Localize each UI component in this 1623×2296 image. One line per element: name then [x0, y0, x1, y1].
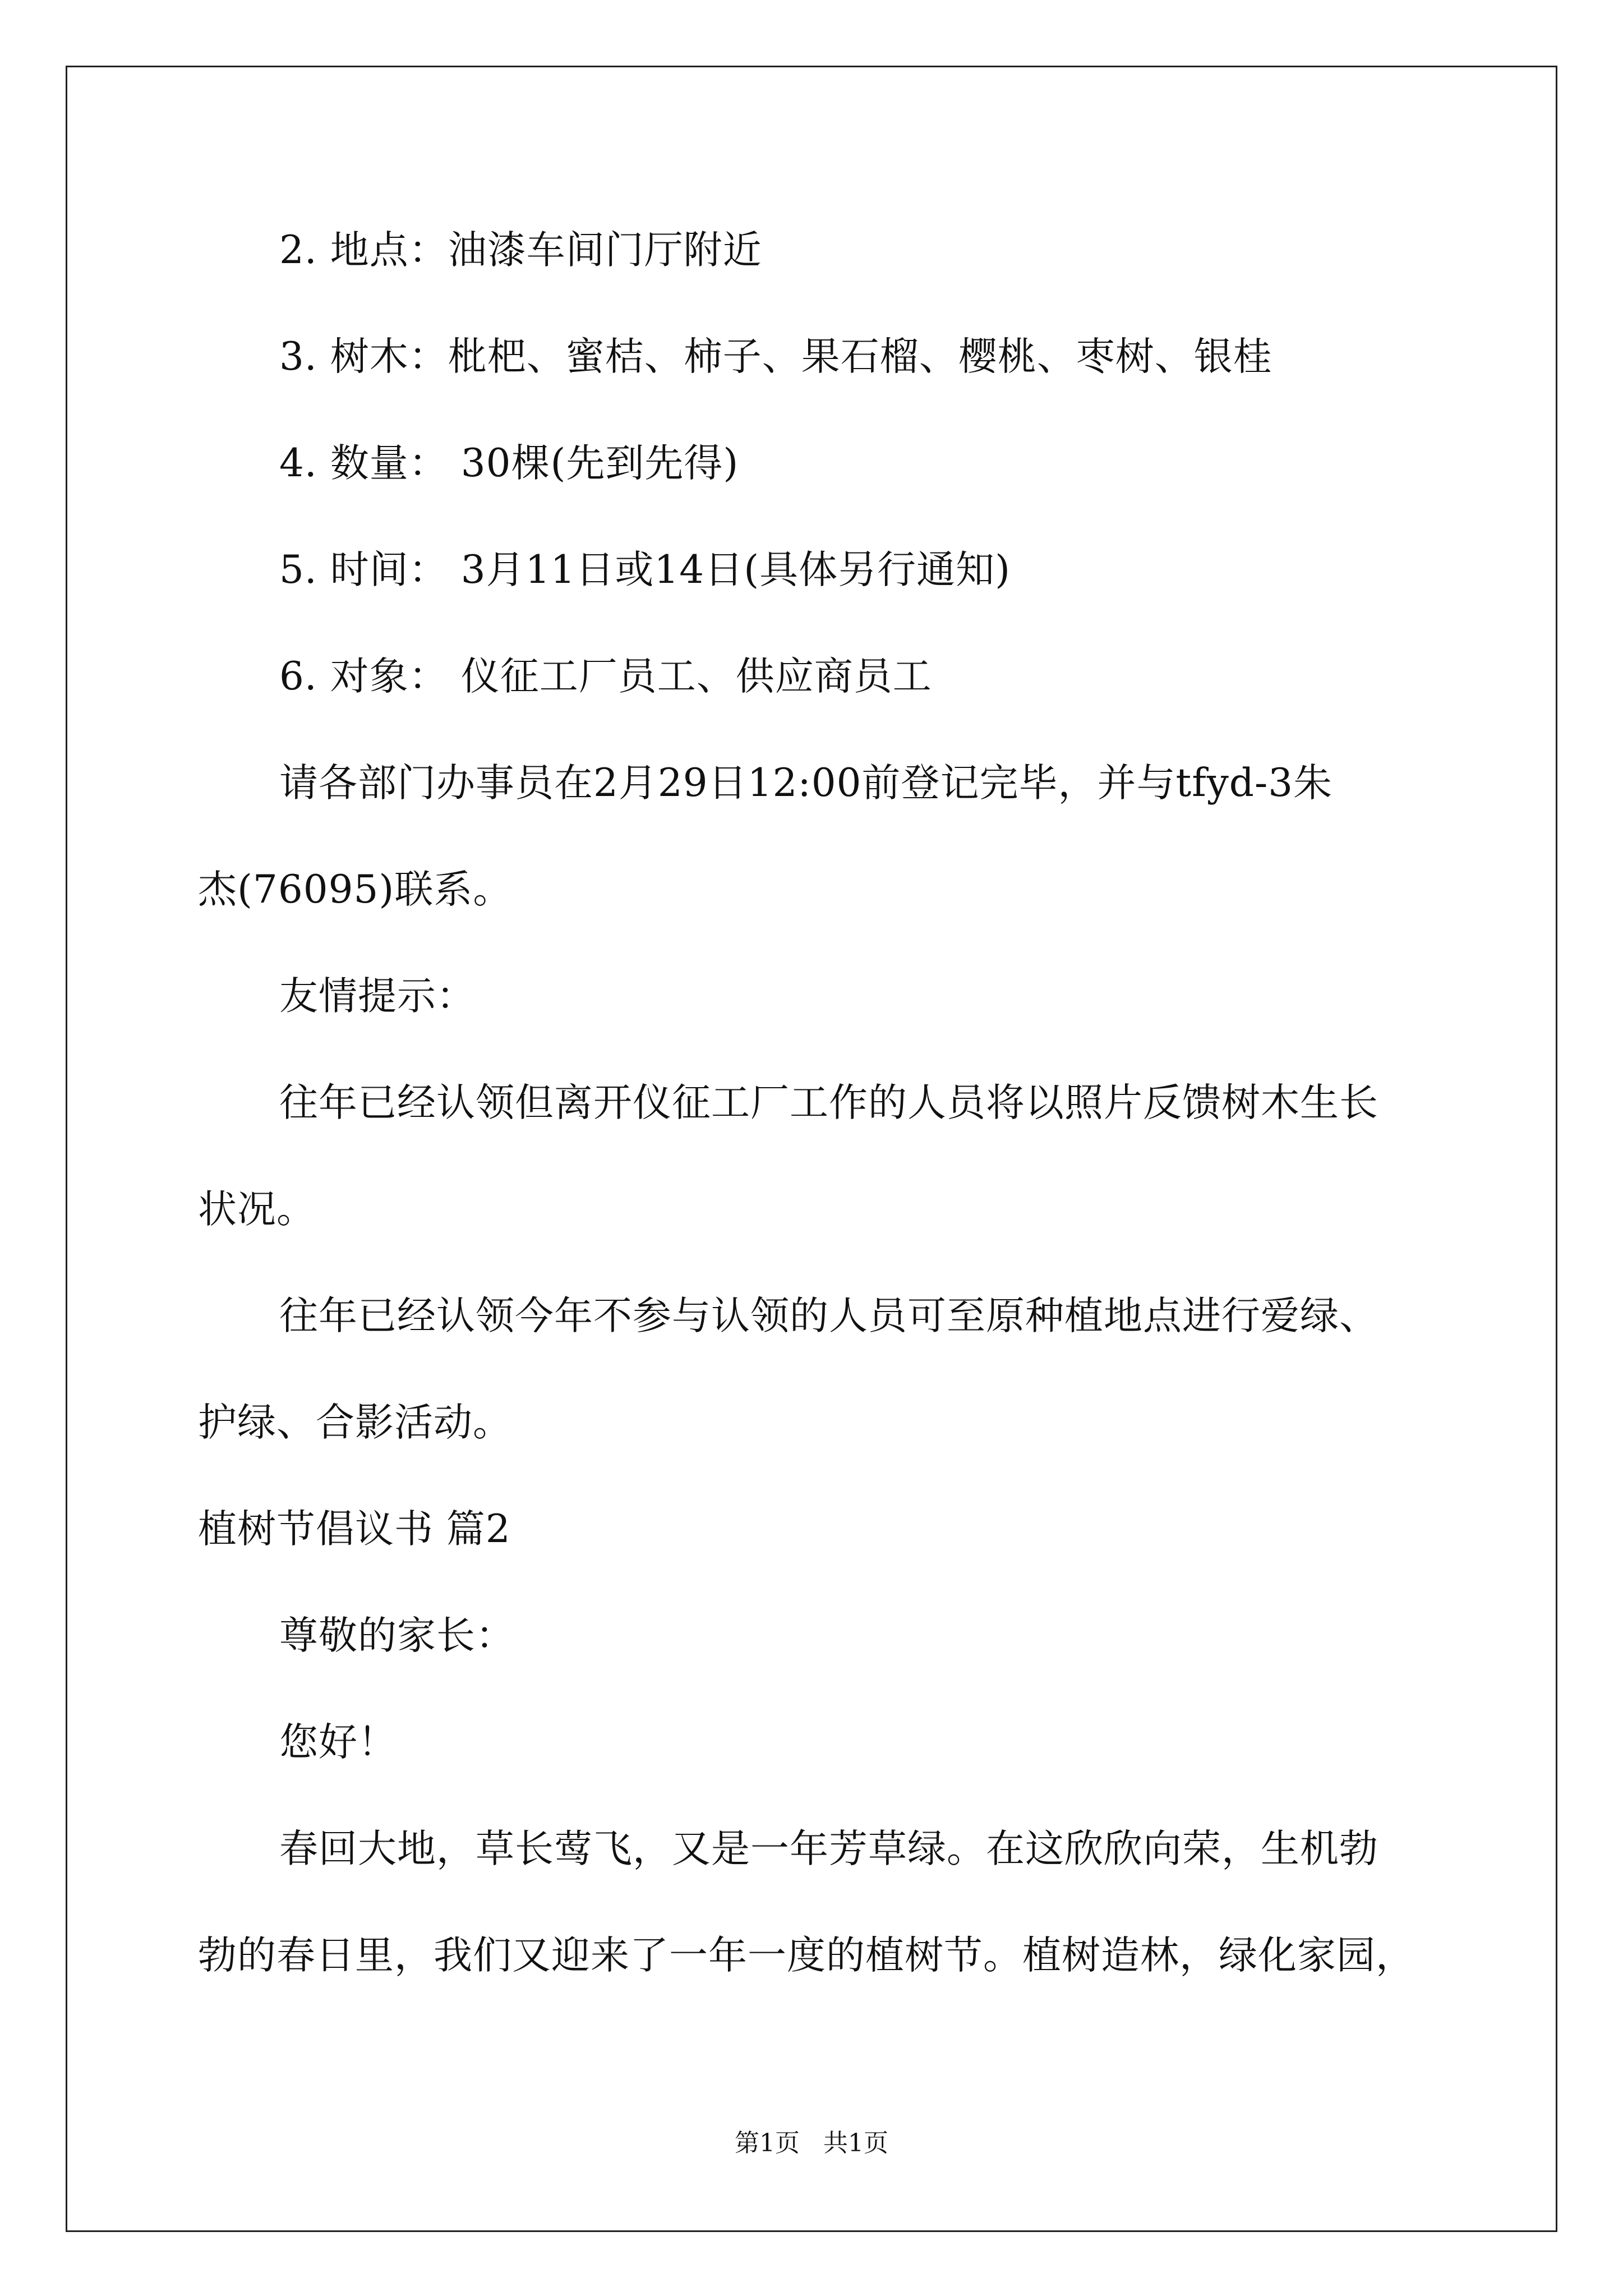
paragraph-registration: 请各部门办事员在2月29日12:00前登记完毕，并与tfyd-3朱	[279, 761, 1333, 806]
greeting: 您好！	[279, 1720, 397, 1765]
list-item-trees: 3. 树木：枇杷、蜜桔、柿子、果石榴、樱桃、枣树、银桂	[279, 334, 1272, 379]
salutation: 尊敬的家长：	[279, 1613, 515, 1658]
section-heading: 植树节倡议书 篇2	[198, 1507, 511, 1552]
page-border	[66, 66, 1557, 2232]
paragraph-spring-cont: 勃的春日里，我们又迎来了一年一度的植树节。植树造林，绿化家园，	[198, 1933, 1415, 1978]
list-item-location: 2. 地点：油漆车间门厅附近	[279, 228, 762, 273]
paragraph-registration-cont: 杰(76095)联系。	[198, 867, 513, 912]
paragraph-tip-1-cont: 状况。	[198, 1187, 316, 1232]
paragraph-tip-2-cont: 护绿、合影活动。	[198, 1400, 512, 1445]
paragraph-tip-2: 往年已经认领今年不参与认领的人员可至原种植地点进行爱绿、	[279, 1294, 1378, 1338]
paragraph-tip-1: 往年已经认领但离开仪征工厂工作的人员将以照片反馈树木生长	[279, 1080, 1378, 1125]
list-item-audience: 6. 对象： 仪征工厂员工、供应商员工	[279, 654, 932, 699]
list-item-quantity: 4. 数量： 30棵(先到先得)	[279, 441, 739, 486]
paragraph-spring: 春回大地，草长莺飞，又是一年芳草绿。在这欣欣向荣，生机勃	[279, 1826, 1378, 1871]
page-footer: 第1页 共1页	[735, 2129, 888, 2157]
list-item-time: 5. 时间： 3月11日或14日(具体另行通知)	[279, 547, 1011, 592]
paragraph-tips-heading: 友情提示：	[279, 974, 476, 1019]
